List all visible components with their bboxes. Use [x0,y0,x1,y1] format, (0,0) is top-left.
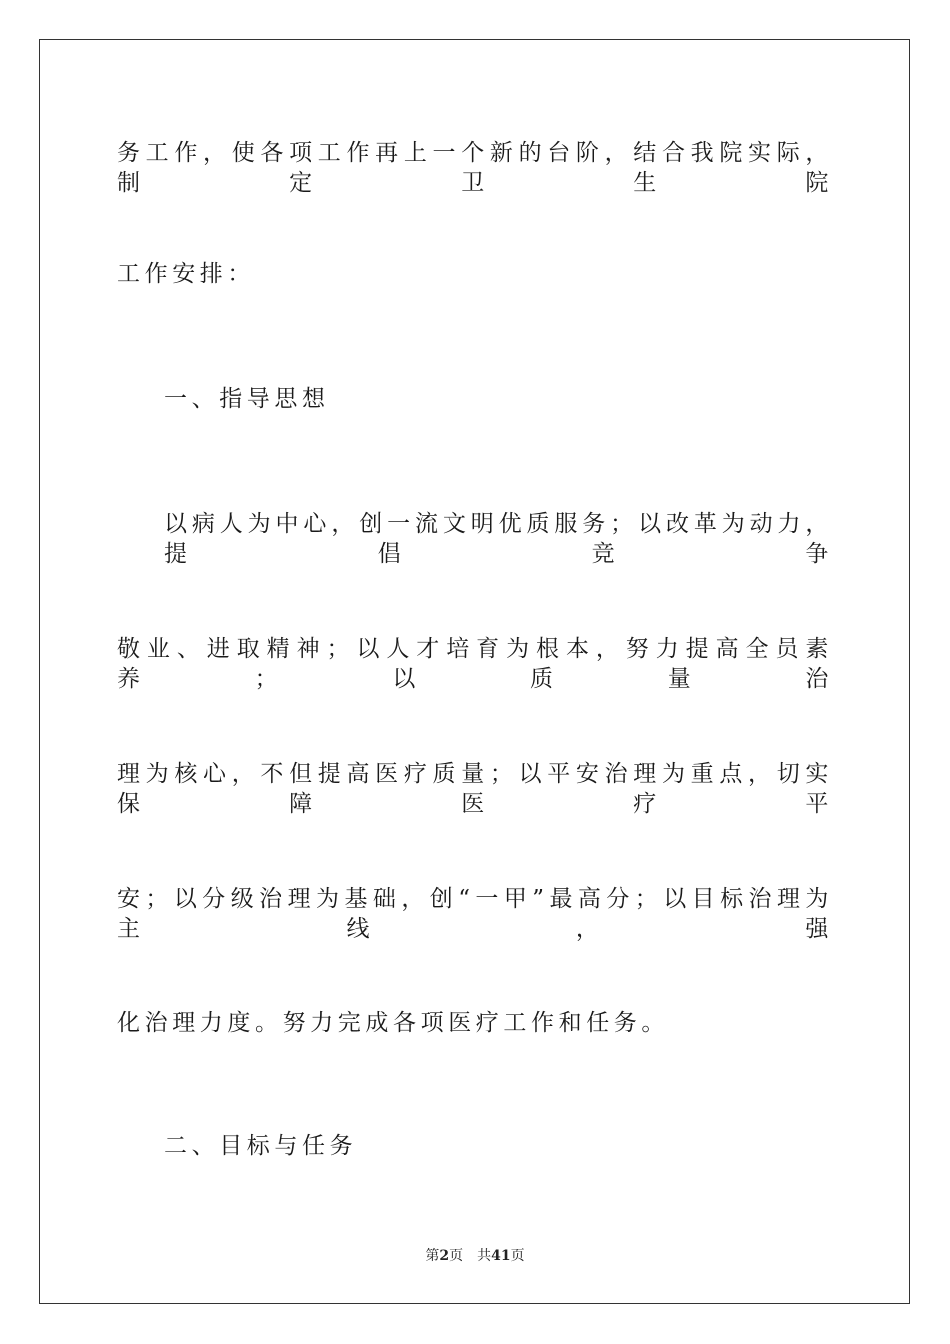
total-pages: 41 [491,1248,511,1264]
paragraph-line: 理为核心，不但提高医疗质量；以平安治理为重点，切实保障医疗平 [117,761,833,817]
section-heading-goals-tasks: 二、目标与任务 [164,1133,358,1159]
total-suffix: 页 [510,1248,525,1264]
paragraph-line: 敬业、进取精神；以人才培育为根本，努力提高全员素养；以质量治 [117,636,833,692]
paragraph-line: 以病人为中心，创一流文明优质服务；以改革为动力，提倡竞争 [164,511,833,567]
section-heading-guiding-ideology: 一、指导思想 [164,386,330,412]
page-footer [0,1247,950,1265]
page-prefix: 第 [425,1248,440,1264]
paragraph-line: 安；以分级治理为基础，创“一甲”最高分；以目标治理为主线，强 [117,886,833,942]
paragraph-line: 工作安排： [117,261,255,287]
paragraph-line: 务工作，使各项工作再上一个新的台阶，结合我院实际，制定卫生院 [117,140,833,196]
page-suffix: 页 [449,1248,464,1264]
total-prefix: 共 [477,1248,492,1264]
paragraph-line: 化治理力度。努力完成各项医疗工作和任务。 [117,1010,669,1036]
page-number: 2 [439,1248,450,1264]
